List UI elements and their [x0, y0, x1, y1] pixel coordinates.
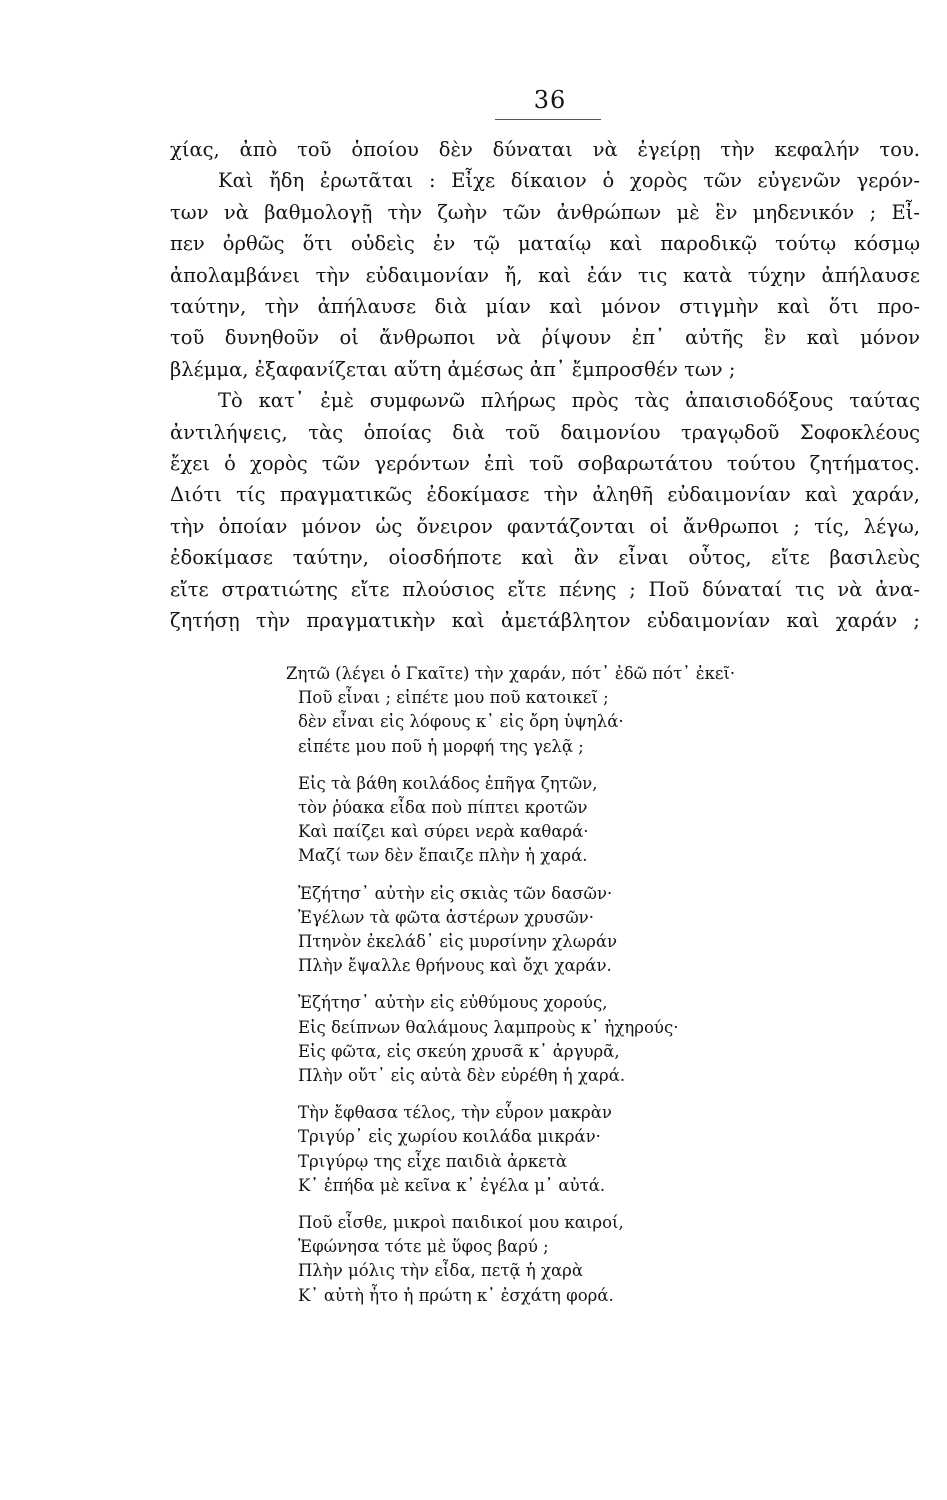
prose-line: χίας, ἀπὸ τοῦ ὁποίου δὲν δύναται νὰ ἐγείρῃ τὴν κεφαλήν του. [170, 138, 920, 161]
poem-line: Καὶ παίζει καὶ σύρει νερὰ καθαρά· [298, 822, 589, 842]
prose-line: ταύτην, τὴν ἀπήλαυσε διὰ μίαν καὶ μόνον στιγμὴν καὶ ὅτι προ- [170, 295, 920, 319]
poem-stanza [298, 991, 858, 1088]
poem-stanza [298, 882, 858, 979]
poem-line: Τὴν ἔφθασα τέλος, τὴν εὗρον μακρὰν [298, 1103, 612, 1123]
page-number: 36 [533, 86, 567, 114]
poem-line: Τριγύρ᾽ εἰς χωρίου κοιλάδα μικράν· [298, 1127, 601, 1147]
prose-line: ἐδοκίμασε ταύτην, οἱοσδήποτε καὶ ἂν εἶναι οὗτος, εἴτε βασιλεὺς [170, 546, 920, 570]
prose-line: Διότι τίς πραγματικῶς ἐδοκίμασε τὴν ἀληθῆ εὐδαιμονίαν καὶ χαράν, [170, 483, 920, 507]
poem-line: Πλὴν μόλις τὴν εἶδα, πετᾷ ἡ χαρὰ [298, 1261, 583, 1281]
poem-line: Εἰς φῶτα, εἰς σκεύη χρυσᾶ κ᾽ ἀργυρᾶ, [298, 1041, 620, 1061]
poem-stanza [298, 1211, 858, 1308]
prose-line: τὴν ὁποίαν μόνον ὡς ὄνειρον φαντάζονται οἱ ἄνθρωποι ; τίς, λέγω, [170, 514, 920, 538]
prose-line: των νὰ βαθμολογῇ τὴν ζωὴν τῶν ἀνθρώπων μὲ ἓν μηδενικόν ; Εἶ- [170, 200, 920, 224]
prose-body [170, 134, 920, 637]
poem-line: δὲν εἶναι εἰς λόφους κ᾽ εἰς ὄρη ὑψηλά· [298, 712, 624, 732]
poem-stanza [298, 1101, 858, 1198]
prose-line: τοῦ δυνηθοῦν οἱ ἄνθρωποι νὰ ῥίψουν ἐπ᾽ αὐτῆς ἓν καὶ μόνον [170, 326, 920, 350]
poem [286, 662, 858, 1321]
page-number-rule [495, 119, 601, 120]
prose-line: ἔχει ὁ χορὸς τῶν γερόντων ἐπὶ τοῦ σοβαρωτάτου τούτου ζητήματος. [170, 452, 920, 476]
poem-stanza [286, 662, 858, 759]
poem-line: εἰπέτε μου ποῦ ἡ μορφή της γελᾷ ; [298, 736, 584, 756]
prose-line: εἴτε στρατιώτης εἴτε πλούσιος εἴτε πένης ; Ποῦ δύναταί τις νὰ ἀνα- [170, 577, 920, 601]
poem-line: Εἰς δείπνων θαλάμους λαμπροὺς κ᾽ ἠχηρούς· [298, 1017, 679, 1037]
poem-line: Εἰς τὰ βάθη κοιλάδος ἐπῆγα ζητῶν, [298, 773, 598, 793]
poem-line: Ἐζήτησ᾽ αὐτὴν εἰς εὐθύμους χορούς, [298, 993, 608, 1013]
prose-line: Καὶ ἤδη ἐρωτᾶται : Εἶχε δίκαιον ὁ χορὸς τῶν εὐγενῶν γερόν- [218, 169, 920, 193]
poem-line: Πτηνὸν ἐκελάδ᾽ εἰς μυρσίνην χλωράν [298, 932, 618, 952]
poem-line: Ἐζήτησ᾽ αὐτὴν εἰς σκιὰς τῶν δασῶν· [298, 883, 613, 903]
poem-line: Ἐφώνησα τότε μὲ ὕφος βαρύ ; [298, 1237, 549, 1257]
prose-line: ἀπολαμβάνει τὴν εὐδαιμονίαν ἤ, καὶ ἐάν τις κατὰ τύχην ἀπήλαυσε [170, 263, 920, 287]
prose-line: Τὸ κατ᾽ ἐμὲ συμφωνῶ πλήρως πρὸς τὰς ἀπαισιοδόξους ταύτας [218, 389, 920, 413]
poem-line: τὸν ῥύακα εἶδα ποὺ πίπτει κροτῶν [298, 798, 588, 818]
poem-line: Ζητῶ (λέγει ὁ Γκαῖτε) τὴν χαράν, πότ᾽ ἐδῶ πότ᾽ ἐκεῖ· [286, 664, 736, 683]
prose-line: ἀντιλήψεις, τὰς ὁποίας διὰ τοῦ δαιμονίου τραγῳδοῦ Σοφοκλέους [170, 420, 920, 444]
poem-line: Πλὴν ἔψαλλε θρήνους καὶ ὄχι χαράν. [298, 956, 612, 976]
poem-line: Κ᾽ ἐπήδα μὲ κεῖνα κ᾽ ἐγέλα μ᾽ αὐτά. [298, 1175, 606, 1195]
poem-line: Μαζί των δὲν ἔπαιζε πλὴν ἡ χαρά. [298, 846, 588, 866]
prose-line: πεν ὀρθῶς ὅτι οὐδεὶς ἐν τῷ ματαίῳ καὶ παροδικῷ τούτῳ κόσμῳ [170, 232, 920, 256]
poem-line: Πλὴν οὔτ᾽ εἰς αὐτὰ δὲν εὑρέθη ἡ χαρά. [298, 1066, 626, 1086]
poem-stanza [298, 772, 858, 869]
poem-line: Ποῦ εἶσθε, μικροὶ παιδικοί μου καιροί, [298, 1213, 624, 1233]
poem-line: Κ᾽ αὐτὴ ἦτο ἡ πρώτη κ᾽ ἐσχάτη φορά. [298, 1285, 614, 1305]
poem-line: Ποῦ εἶναι ; εἰπέτε μου ποῦ κατοικεῖ ; [298, 688, 609, 708]
poem-line: Τριγύρῳ της εἶχε παιδιὰ ἀρκετὰ [298, 1151, 567, 1171]
poem-line: Ἐγέλων τὰ φῶτα ἀστέρων χρυσῶν· [298, 907, 594, 927]
prose-line: βλέμμα, ἐξαφανίζεται αὕτη ἀμέσως ἀπ᾽ ἔμπροσθέν των ; [170, 357, 736, 381]
prose-line: ζητήσῃ τὴν πραγματικὴν καὶ ἀμετάβλητον εὐδαιμονίαν καὶ χαράν ; [170, 609, 920, 633]
